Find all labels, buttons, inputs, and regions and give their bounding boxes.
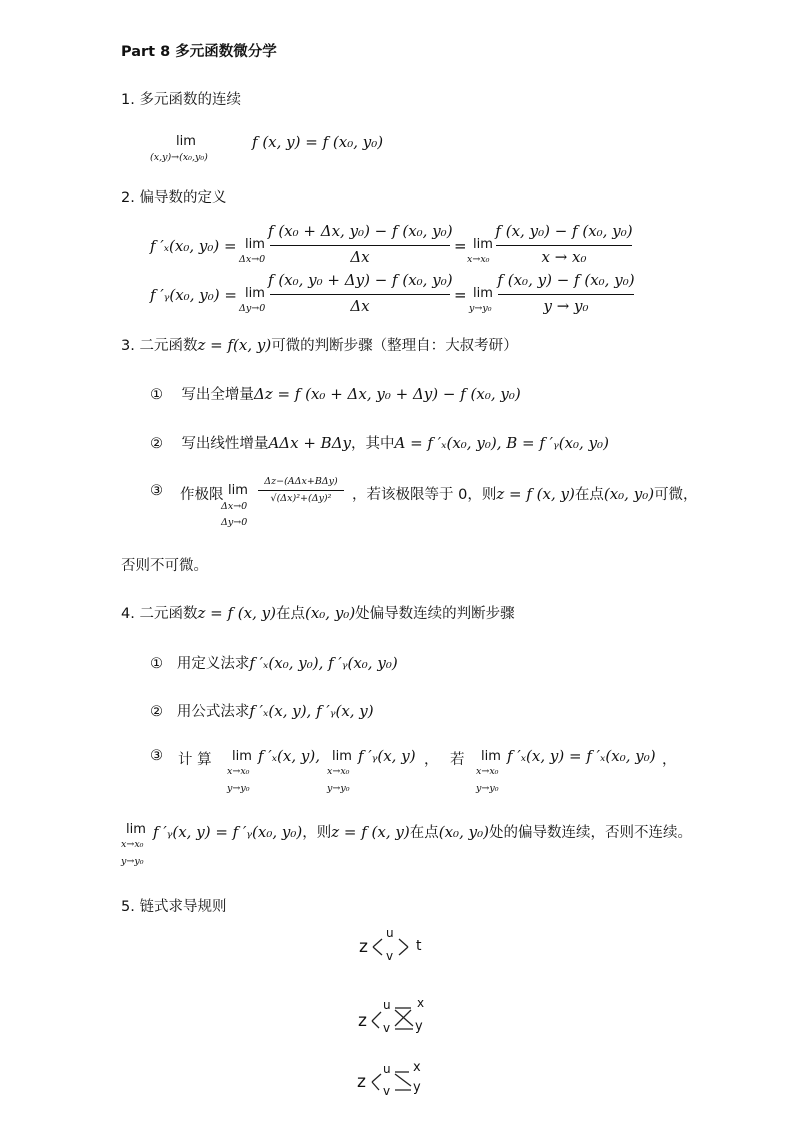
fy-lim2: lim <box>473 286 493 301</box>
d3-z: z <box>357 1072 366 1092</box>
fy-frac1-line <box>270 294 450 295</box>
fx-den1: Δx <box>350 248 370 266</box>
s4-heading-math2: (x₀, y₀) <box>304 604 356 622</box>
s4-step3-lim2-sub1: x→x₀ <box>327 766 350 777</box>
fy-lim2-sub: y→y₀ <box>469 303 492 314</box>
s3-step3-tail-math: z = f (x, y) <box>496 485 575 503</box>
s4-step1 <box>150 652 398 673</box>
fx-num2: f (x, y₀) − f (x₀, y₀) <box>495 222 633 240</box>
fy-den1: Δx <box>350 297 370 315</box>
s3-step1 <box>150 383 521 404</box>
d1-t: t <box>416 938 422 954</box>
s4-step3-lim2-sub2: y→y₀ <box>327 783 350 794</box>
s4-step1-math: f ′ₓ(x₀, y₀), f ′ᵧ(x₀, y₀) <box>249 654 398 672</box>
s4-cont-lim: lim <box>126 822 146 837</box>
s4-step3-ruo: 若 <box>450 752 465 768</box>
section-4-heading <box>121 602 515 623</box>
fy-lim1-sub: Δy→0 <box>239 303 266 314</box>
s4-step2-math: f ′ₓ(x, y), f ′ᵧ(x, y) <box>249 702 374 720</box>
s3-heading-math: z = f(x, y) <box>197 336 272 354</box>
s4-cont-lim-sub1: x→x₀ <box>121 839 144 850</box>
s4-cont-math3: (x₀, y₀) <box>438 823 489 841</box>
s4-step3-m3: f ′ₓ(x, y) = f ′ₓ(x₀, y₀) <box>507 747 656 765</box>
s4-step3-comma: ， <box>424 752 439 768</box>
s4-step3-lim3-sub1: x→x₀ <box>476 766 499 777</box>
s4-cont-b: 在点 <box>409 825 439 841</box>
d2-u: u <box>383 998 391 1012</box>
s3-step1-text: 写出全增量 <box>181 387 254 403</box>
chain-diagram-2 <box>355 996 435 1040</box>
s3-step3-tail-math2: (x₀, y₀) <box>603 485 655 503</box>
s4-step3-num: ③ <box>150 748 163 764</box>
s3-step2-mid: ，其中 <box>351 436 395 452</box>
s3-heading-d: ） <box>503 338 518 354</box>
s4-step3-lim1-sub1: x→x₀ <box>227 766 250 777</box>
s4-step3-comma2: ， <box>662 752 677 768</box>
d1-z: z <box>359 937 368 957</box>
s4-step3-lim1-sub2: y→y₀ <box>227 783 250 794</box>
d2-z: z <box>358 1011 367 1031</box>
s3-step3-tail-a: ，若该极限等于 0，则 <box>352 487 497 503</box>
section-2-heading: 2. 偏导数的定义 <box>121 190 227 206</box>
fx-eq: = <box>454 237 467 255</box>
fx-lim2-sub: x→x₀ <box>467 254 490 265</box>
section-5-heading: 5. 链式求导规则 <box>121 899 227 915</box>
s1-expr: f (x, y) = f (x₀, y₀) <box>252 133 384 151</box>
s3-step3-sub1: Δx→0 <box>221 501 248 512</box>
fx-lim1: lim <box>245 237 265 252</box>
fy-num1: f (x₀, y₀ + Δy) − f (x₀, y₀) <box>268 271 453 289</box>
fx-frac1-line <box>270 245 450 246</box>
s4-cont-a: ，则 <box>302 825 332 841</box>
s4-heading-a: 4. 二元函数 <box>121 606 198 622</box>
fx-den2: x → x₀ <box>541 248 587 266</box>
fx-lhs: f ′ₓ(x₀, y₀) = <box>150 237 237 255</box>
s4-cont-math2: z = f (x, y) <box>331 823 410 841</box>
s3-step3-sub2: Δy→0 <box>221 517 248 528</box>
s3-continuation: 否则不可微。 <box>121 558 208 574</box>
s3-step3-tail-c: 可微， <box>654 487 698 503</box>
s3-step3-lim: lim <box>228 483 248 498</box>
fy-num2: f (x₀, y) − f (x₀, y₀) <box>497 271 635 289</box>
d3-y: y <box>413 1080 421 1095</box>
s3-step1-num: ① <box>150 387 163 403</box>
section-3-heading <box>121 334 518 355</box>
s1-lim-sub: (x,y)→(x₀,y₀) <box>150 152 208 163</box>
s3-step2-math: AΔx + BΔy <box>268 434 351 452</box>
s3-step2-num: ② <box>150 436 163 452</box>
fy-den2: y → y₀ <box>543 297 589 315</box>
s4-step3-lim3-sub2: y→y₀ <box>476 783 499 794</box>
s4-continuation <box>153 821 692 842</box>
d3-u: u <box>383 1062 391 1076</box>
s4-heading-c: 处偏导数连续的判断步骤 <box>355 606 515 622</box>
s4-step1-num: ① <box>150 656 163 672</box>
s4-step2 <box>150 700 374 721</box>
s3-step3-text: 作极限 <box>180 487 224 503</box>
fx-lim2: lim <box>473 237 493 252</box>
s4-cont-math: f ′ᵧ(x, y) = f ′ᵧ(x₀, y₀) <box>153 823 303 841</box>
fy-frac2-line <box>498 294 634 295</box>
s4-step2-text: 用公式法求 <box>176 704 250 720</box>
d1-v: v <box>386 949 394 963</box>
d2-v: v <box>383 1021 391 1035</box>
fx-frac2-line <box>496 245 632 246</box>
s4-step3-lim2: lim <box>332 749 352 764</box>
s4-cont-c: 处的偏导数连续，否则不连续。 <box>488 825 692 841</box>
s4-step3-m1: f ′ₓ(x, y), <box>258 747 320 765</box>
s3-step3-frac-line <box>258 490 344 491</box>
fx-num1: f (x₀ + Δx, y₀) − f (x₀, y₀) <box>268 222 453 240</box>
s3-step2 <box>150 432 609 453</box>
s3-step3-tail-b: 在点 <box>574 487 604 503</box>
fy-lim1: lim <box>245 286 265 301</box>
s3-heading-c: 大叔考研 <box>445 338 504 354</box>
d3-x: x <box>413 1060 421 1075</box>
s3-step3-tail <box>352 483 698 504</box>
s3-step2-text: 写出线性增量 <box>181 436 269 452</box>
fx-lim1-sub: Δx→0 <box>239 254 266 265</box>
s4-step3-lim1: lim <box>232 749 252 764</box>
s4-step3-m2: f ′ᵧ(x, y) <box>358 747 416 765</box>
s4-heading-math: z = f (x, y) <box>197 604 276 622</box>
s3-step3-num: ③ <box>150 483 163 499</box>
s3-step3-frac-den: √(Δx)²+(Δy)² <box>270 493 332 504</box>
d2-x: x <box>417 996 425 1010</box>
chain-diagram-3 <box>355 1060 435 1104</box>
s4-step3-lim3: lim <box>481 749 501 764</box>
s3-step1-math: Δz = f (x₀ + Δx, y₀ + Δy) − f (x₀, y₀) <box>253 385 521 403</box>
s3-step2-math2: A = f ′ₓ(x₀, y₀), B = f ′ᵧ(x₀, y₀) <box>394 434 609 452</box>
chain-diagram-3-lines <box>355 1060 435 1104</box>
s1-lim: lim <box>176 134 196 149</box>
s3-heading-a: 3. 二元函数 <box>121 338 198 354</box>
d1-u: u <box>386 926 394 940</box>
s3-step3-frac-num: Δz−(AΔx+BΔy) <box>264 476 338 487</box>
d2-y: y <box>415 1019 423 1034</box>
chain-diagram-1 <box>355 925 435 969</box>
section-1-heading: 1. 多元函数的连续 <box>121 92 241 108</box>
fy-lhs: f ′ᵧ(x₀, y₀) = <box>150 286 237 304</box>
s4-step2-num: ② <box>150 704 163 720</box>
s3-heading-b: 可微的判断步骤（整理自： <box>271 338 446 354</box>
s4-step1-text: 用定义法求 <box>176 656 250 672</box>
page-title: Part 8 多元函数微分学 <box>121 44 277 60</box>
s4-cont-lim-sub2: y→y₀ <box>121 856 144 867</box>
fy-eq: = <box>454 286 467 304</box>
d3-v: v <box>383 1084 391 1098</box>
s4-step3-text: 计 算 <box>178 752 212 768</box>
s4-heading-b: 在点 <box>275 606 305 622</box>
